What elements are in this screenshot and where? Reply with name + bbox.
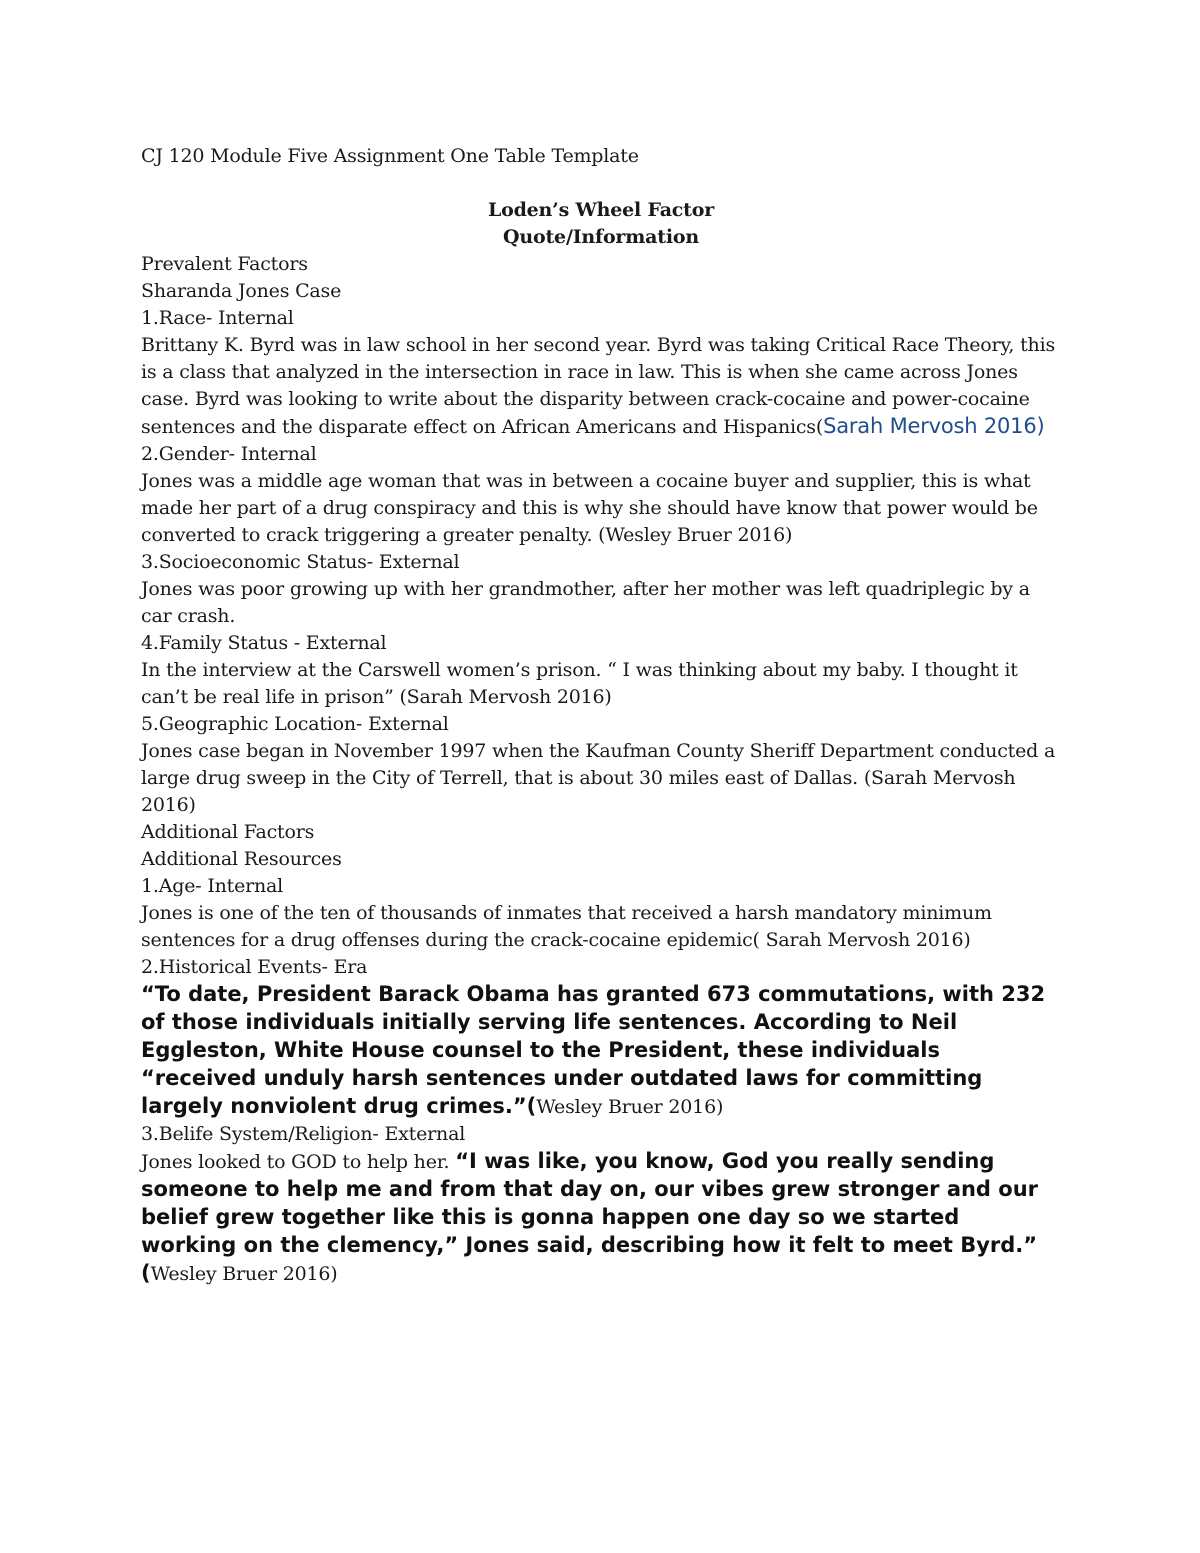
heading-loden-wheel-factor: Loden’s Wheel Factor (487, 199, 715, 221)
add-age-title: 1.Age- Internal (141, 875, 284, 897)
item-geographic-text: Jones case began in November 1997 when the Kaufman County Sheriff Department conducted a large drug sweep in the City of Terrell, that is about 30 miles east of Dallas. (Sarah Mervosh 2016) (141, 740, 1056, 816)
item-family-title: 4.Family Status - External (141, 632, 387, 654)
add-age-text: Jones is one of the ten of thousands of inmates that received a harsh mandatory minimum sentences for a drug offenses during the crack-cocaine epidemic( Sarah Mervosh 2016) (141, 902, 992, 951)
item-gender-title: 2.Gender- Internal (141, 443, 317, 465)
add-religion-quote: “I was like, you know, God you really sending someone to help me and from that day on, our vibes grew stronger and our belief grew together like this is gonna happen one day so we started working on the clemency,” Jones said, describing how it felt to meet Byrd.” ( (141, 1149, 1039, 1285)
item-gender-text: Jones was a middle age woman that was in between a cocaine buyer and supplier, this is what made her part of a drug conspiracy and this is why she should have know that power would be converted to crack triggering a greater penalty. (Wesley Bruer 2016) (141, 470, 1038, 546)
item-socioeconomic-text: Jones was poor growing up with her grandmother, after her mother was left quadriplegic by a car crash. (141, 578, 1030, 627)
additional-factors-label: Additional Factors (141, 821, 315, 843)
add-religion-title: 3.Belife System/Religion- External (141, 1123, 466, 1145)
prevalent-factors-label: Prevalent Factors (141, 253, 308, 275)
add-religion-citation: Wesley Bruer 2016) (150, 1263, 338, 1285)
item-geographic-title: 5.Geographic Location- External (141, 713, 449, 735)
item-race-citation: Sarah Mervosh 2016) (823, 414, 1045, 438)
item-race-body: Brittany K. Byrd was in law school in her second year. Byrd was taking Critical Race Theory, this is a class that analyzed in the intersection in race in law. This is when she came across Jones case. Byrd was looking to write about the disparity between crack-cocaine and power-cocaine sentences and the disparate effect on African Americans and Hispanics( (141, 334, 1056, 438)
document-title: CJ 120 Module Five Assignment One Table Template (141, 145, 639, 167)
document-page (141, 143, 1061, 1288)
item-race-title: 1.Race- Internal (141, 307, 294, 329)
add-historical-quote: “To date, President Barack Obama has granted 673 commutations, with 232 of those individuals initially serving life sentences. According to Neil Eggleston, White House counsel to the President, these individuals “received unduly harsh sentences under outdated laws for committing largely nonviolent drug crimes.”( (141, 982, 1046, 1118)
heading-quote-information: Quote/Information (503, 226, 699, 248)
item-race-text (141, 332, 1061, 441)
item-socioeconomic-title: 3.Socioeconomic Status- External (141, 551, 460, 573)
add-historical-title: 2.Historical Events- Era (141, 956, 368, 978)
add-religion-text (141, 1148, 1061, 1288)
case-label: Sharanda Jones Case (141, 280, 342, 302)
item-family-text: In the interview at the Carswell women’s prison. “ I was thinking about my baby. I thought it can’t be real life in prison” (Sarah Mervosh 2016) (141, 659, 1018, 708)
add-historical-text (141, 981, 1061, 1121)
add-historical-citation: Wesley Bruer 2016) (536, 1096, 724, 1118)
additional-resources-label: Additional Resources (141, 848, 342, 870)
add-religion-intro: Jones looked to GOD to help her. (141, 1151, 456, 1173)
